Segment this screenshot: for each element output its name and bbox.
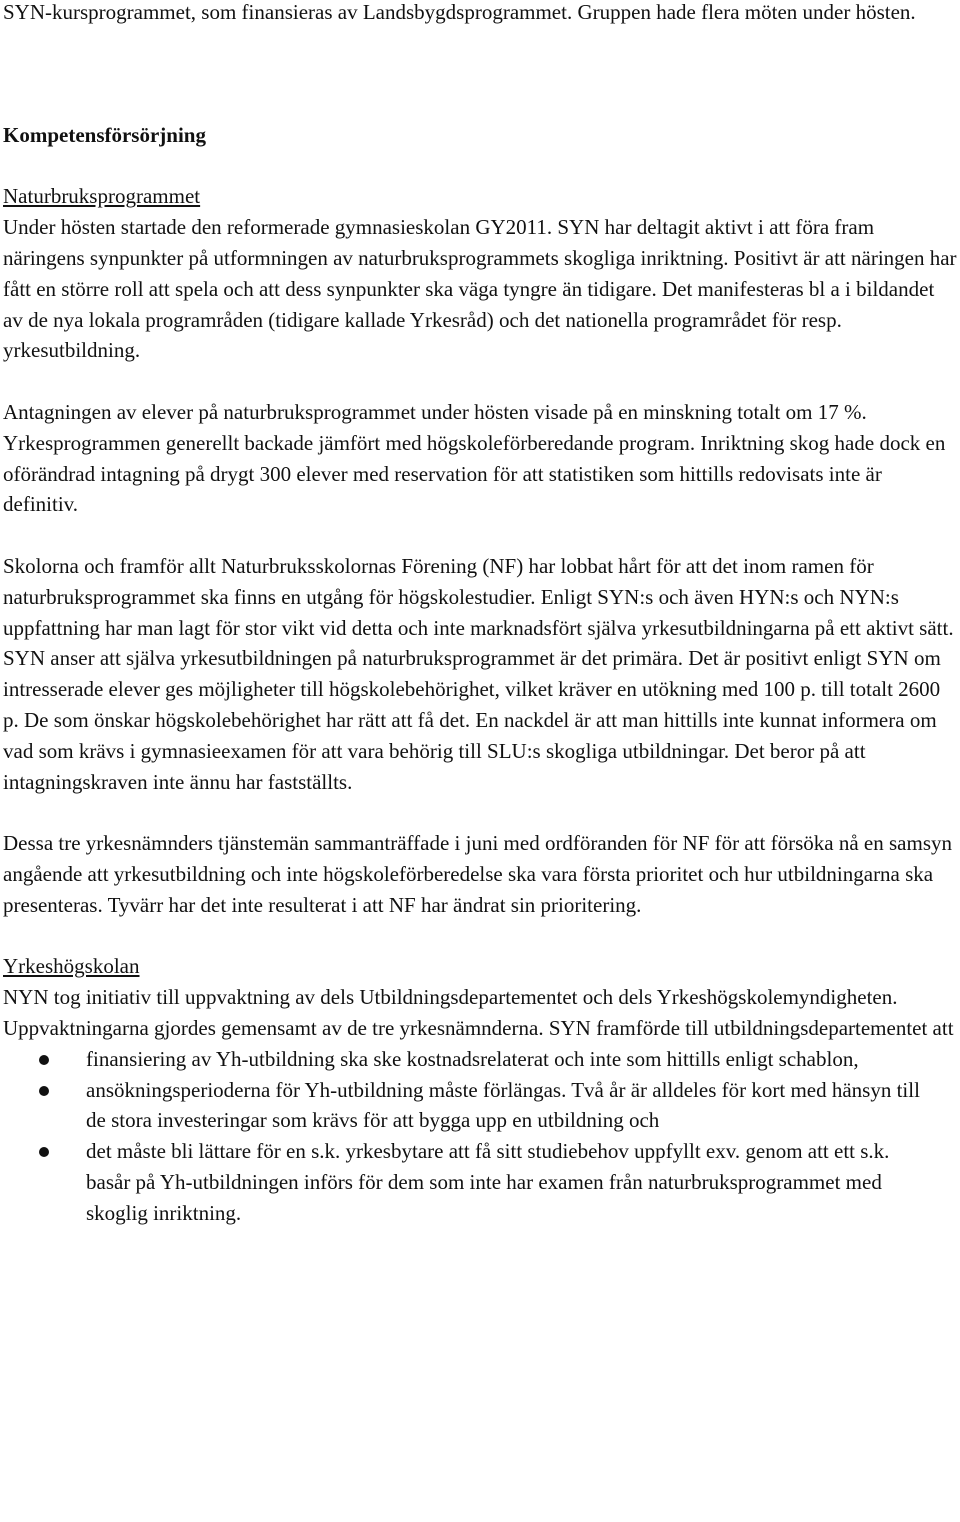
list-item xyxy=(0,1136,958,1228)
bullet-list xyxy=(0,1044,958,1229)
list-item xyxy=(0,1075,958,1137)
subsection-title-yh: Yrkeshögskolan xyxy=(3,954,140,979)
section-heading: Kompetensförsörjning xyxy=(3,122,206,147)
yh-paragraph-1: NYN tog initiativ till uppvaktning av dels Utbildningsdepartementet och dels Yrkeshögskolemyndigheten. Uppvaktningarna gjordes gemensamt av de tre yrkesnämnderna. SYN framförde till utbildningsdepartementet att xyxy=(3,985,954,1040)
list-item-text: ansökningsperioderna för Yh-utbildning måste förlängas. Två år är alldeles för kort med hänsyn till de stora investeringar som krävs för att bygga upp en utbildning och xyxy=(86,1077,920,1133)
naturbruk-paragraph-4: Dessa tre yrkesnämnders tjänstemän sammanträffade i juni med ordföranden för NF för att försöka nå en samsyn angående att yrkesutbildning och inte högskoleförberedelse ska vara första prioritet och hur utbildningarna ska presenteras. Tyvärr har det inte resulterat i att NF har ändrat sin prioritering. xyxy=(3,831,952,917)
naturbruk-paragraph-3: Skolorna och framför allt Naturbruksskolornas Förening (NF) har lobbat hårt för att det inom ramen för naturbruksprogrammet ska finns en utgång för högskolestudier. Enligt SYN:s och även HYN:s och NYN:s uppfattning har man lagt för stor vikt vid detta och inte marknadsfört själva yrkesutbildningarna på ett aktivt sätt. SYN anser att själva yrkesutbildningen på naturbruksprogrammet är det primära. Det är positivt enligt SYN om intresserade elever ges möjligheter till högskolebehörighet, vilket kräver en utökning med 100 p. till totalt 2600 p. De som önskar högskolebehörighet har rätt att få det. En nackdel är att man hittills inte kunnat informera om vad som krävs i gymnasieexamen för att vara behörig till SLU:s skogliga utbildningar. Det beror på att intagningskraven inte ännu har fastställts. xyxy=(3,553,954,794)
subsection-title-naturbruk: Naturbruksprogrammet xyxy=(3,184,201,209)
intro-paragraph: SYN-kursprogrammet, som finansieras av Landsbygdsprogrammet. Gruppen hade flera möten under hösten. xyxy=(3,0,916,24)
bullet-icon xyxy=(39,1086,49,1096)
spacer xyxy=(0,151,958,182)
list-item-text: det måste bli lättare för en s.k. yrkesbytare att få sitt studiebehov uppfyllt exv. genom att ett s.k. basår på Yh-utbildningen införs för dem som inte har examen från naturbruksprogrammet med skoglig inriktning. xyxy=(86,1139,890,1225)
spacer xyxy=(0,797,958,828)
naturbruk-paragraph-2: Antagningen av elever på naturbruksprogrammet under hösten visade på en minskning totalt om 17 %. Yrkesprogrammen generellt backade jämfört med högskoleförberedande program. Inriktning skog hade dock en oförändrad intagning på drygt 300 elever med reservation för att statistiken som hittills redovisats inte är definitiv. xyxy=(3,399,946,517)
spacer xyxy=(0,921,958,952)
spacer xyxy=(0,520,958,551)
list-item xyxy=(0,1044,958,1075)
bullet-icon xyxy=(39,1147,49,1157)
bullet-icon xyxy=(39,1055,49,1065)
spacer xyxy=(0,28,958,120)
list-item-text: finansiering av Yh-utbildning ska ske kostnadsrelaterat och inte som hittills enligt schablon, xyxy=(86,1046,859,1071)
naturbruk-paragraph-1: Under hösten startade den reformerade gymnasieskolan GY2011. SYN har deltagit aktivt i att föra fram näringens synpunkter på utformningen av naturbruksprogrammets skogliga inriktning. Positivt är att näringen har fått en större roll att spela och att dess synpunkter ska väga tyngre än tidigare. Det manifesteras bl a i bildandet av de nya lokala programråden (tidigare kallade Yrkesråd) och det nationella programrådet för resp. yrkesutbildning. xyxy=(3,215,957,363)
spacer xyxy=(0,366,958,397)
